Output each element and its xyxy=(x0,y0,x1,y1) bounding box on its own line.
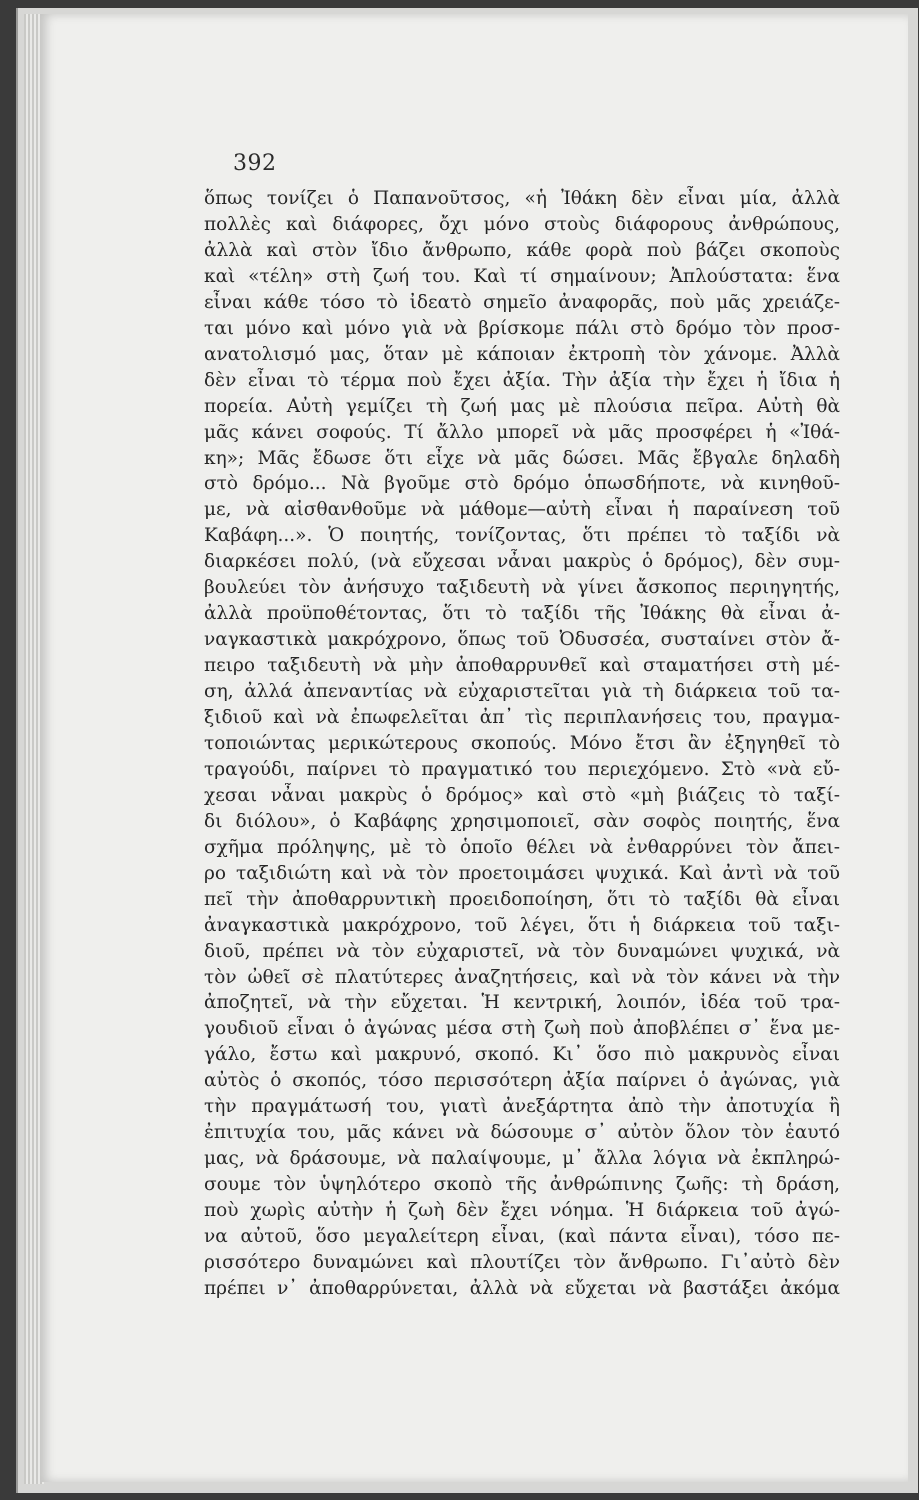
text-line: ἀλλὰ καὶ στὸν ἴδιο ἄνθρωπο, κάθε φορὰ ποὺ βάζει σκοποὺς xyxy=(204,239,840,261)
text-line: ἐπιτυχία του, μᾶς κάνει νὰ δώσουμε σ᾽ αὐτὸν ὅλον τὸν ἑαυτό xyxy=(204,1122,840,1144)
text-line: ση, ἀλλά ἀπεναντίας νὰ εὐχαριστεῖται γιὰ τὴ διάρκεια τοῦ τα- xyxy=(204,681,840,703)
text-line: τοποιώντας μερικώτερους σκοπούς. Μόνο ἔτσι ἂν ἐξηγηθεῖ τὸ xyxy=(204,732,840,754)
text-line: γάλο, ἔστω καὶ μακρυνό, σκοπό. Κι᾽ ὅσο πιὸ μακρυνὸς εἶναι xyxy=(204,1044,840,1066)
text-line: ται μόνο καὶ μόνο γιὰ νὰ βρίσκομε πάλι στὸ δρόμο τὸν προσ- xyxy=(204,317,840,339)
text-line: Καβάφη...». Ὁ ποιητής, τονίζοντας, ὅτι πρέπει τὸ ταξίδι νὰ xyxy=(204,525,840,547)
text-line: διοῦ, πρέπει νὰ τὸν εὐχαριστεῖ, νὰ τὸν δυναμώνει ψυχικά, νὰ xyxy=(204,940,840,962)
text-line: ἀλλὰ προϋποθέτοντας, ὅτι τὸ ταξίδι τῆς Ἰθάκης θὰ εἶναι ἀ- xyxy=(204,603,840,625)
text-line: δὲν εἶναι τὸ τέρμα ποὺ ἔχει ἀξία. Τὴν ἀξία τὴν ἔχει ἡ ἴδια ἡ xyxy=(204,369,840,391)
text-line: μᾶς κάνει σοφούς. Τί ἄλλο μπορεῖ νὰ μᾶς προσφέρει ἡ «Ἰθά- xyxy=(204,421,840,443)
text-line: χεσαι νἆναι μακρὺς ὁ δρόμος» καὶ στὸ «μὴ βιάζεις τὸ ταξί- xyxy=(204,784,840,806)
text-line: δι διόλου», ὁ Καβάφης χρησιμοποιεῖ, σὰν σοφὸς ποιητής, ἕνα xyxy=(204,810,840,832)
text-line: να αὐτοῦ, ὅσο μεγαλείτερη εἶναι, (καὶ πάντα εἶναι), τόσο πε- xyxy=(204,1226,840,1247)
text-line: γουδιοῦ εἶναι ὁ ἀγώνας μέσα στὴ ζωὴ ποὺ ἀποβλέπει σ᾽ ἕνα με- xyxy=(204,1018,840,1040)
text-line: ἀναγκαστικὰ μακρόχρονο, τοῦ λέγει, ὅτι ἡ διάρκεια τοῦ ταξι- xyxy=(204,914,840,936)
text-line: πορεία. Αὐτὴ γεμίζει τὴ ζωή μας μὲ πλούσια πεῖρα. Αὐτὴ θὰ xyxy=(204,395,840,417)
text-line: στὸ δρόμο... Νὰ βγοῦμε στὸ δρόμο ὁπωσδήποτε, νὰ κινηθοῦ- xyxy=(204,473,840,495)
text-line: διαρκέσει πολύ, (νὰ εὔχεσαι νἆναι μακρὺς ὁ δρόμος), δὲν συμ- xyxy=(204,551,840,573)
text-line: τὸν ὠθεῖ σὲ πλατύτερες ἀναζητήσεις, καὶ νὰ τὸν κάνει νὰ τὴν xyxy=(204,966,840,988)
text-line: πολλὲς καὶ διάφορες, ὄχι μόνο στοὺς διάφορους ἀνθρώπους, xyxy=(204,213,840,235)
text-line: τὴν πραγμάτωσή του, γιατὶ ἀνεξάρτητα ἀπὸ τὴν ἀποτυχία ἢ xyxy=(204,1096,840,1118)
text-line: πρέπει ν᾽ ἀποθαρρύνεται, ἀλλὰ νὰ εὔχεται νὰ βαστάξει ἀκόμα xyxy=(204,1277,840,1299)
page-number: 392 xyxy=(233,151,277,176)
text-line: βουλεύει τὸν ἀνήσυχο ταξιδευτὴ νὰ γίνει ἄσκοπος περιηγητής, xyxy=(204,577,840,599)
text-line: ὅπως τονίζει ὁ Παπανοῦτσος, «ἡ Ἰθάκη δὲν εἶναι μία, ἀλλὰ xyxy=(204,188,840,209)
text-line: ἀποζητεῖ, νὰ τὴν εὔχεται. Ἡ κεντρική, λοιπόν, ἰδέα τοῦ τρα- xyxy=(204,992,840,1014)
text-line: εἶναι κάθε τόσο τὸ ἰδεατὸ σημεῖο ἀναφορᾶς, ποὺ μᾶς χρειάζε- xyxy=(204,291,840,313)
text-line: ποὺ χωρὶς αὐτὴν ἡ ζωὴ δὲν ἔχει νόημα. Ἡ διάρκεια τοῦ ἀγώ- xyxy=(204,1200,840,1222)
text-line: ρο ταξιδιώτη καὶ νὰ τὸν προετοιμάσει ψυχικά. Καὶ ἀντὶ νὰ τοῦ xyxy=(204,862,840,884)
text-line: ανατολισμό μας, ὅταν μὲ κάποιαν ἐκτροπὴ τὸν χάνομε. Ἀλλὰ xyxy=(204,343,840,365)
text-line: ξιδιοῦ καὶ νὰ ἐπωφελεῖται ἀπ᾽ τὶς περιπλανήσεις του, πραγμα- xyxy=(204,707,840,728)
text-line: σουμε τὸν ὑψηλότερο σκοπὸ τῆς ἀνθρώπινης ζωῆς: τὴ δράση, xyxy=(204,1174,840,1196)
text-line: πειρο ταξιδευτὴ νὰ μὴν ἀποθαρρυνθεῖ καὶ σταματήσει στὴ μέ- xyxy=(204,655,840,677)
text-line: πεῖ τὴν ἀποθαρρυντικὴ προειδοποίηση, ὅτι τὸ ταξίδι θὰ εἶναι xyxy=(204,888,840,910)
text-line: μας, νὰ δράσουμε, νὰ παλαίψουμε, μ᾽ ἄλλα λόγια νὰ ἐκπληρώ- xyxy=(204,1148,840,1170)
text-line: με, νὰ αἰσθανθοῦμε νὰ μάθομε—αὐτὴ εἶναι ἡ παραίνεση τοῦ xyxy=(204,499,840,521)
text-line: κη»; Μᾶς ἔδωσε ὅτι εἶχε νὰ μᾶς δώσει. Μᾶς ἔβγαλε δηλαδὴ xyxy=(204,447,840,469)
text-line: αὐτὸς ὁ σκοπός, τόσο περισσότερη ἀξία παίρνει ὁ ἀγώνας, γιὰ xyxy=(204,1070,840,1092)
text-line: σχῆμα πρόληψης, μὲ τὸ ὁποῖο θέλει νὰ ἐνθαρρύνει τὸν ἄπει- xyxy=(204,836,840,858)
text-line: καὶ «τέλη» στὴ ζωή του. Καὶ τί σημαίνουν; Ἀπλούστατα: ἕνα xyxy=(204,265,840,287)
text-line: τραγούδι, παίρνει τὸ πραγματικό του περιεχόμενο. Στὸ «νὰ εὔ- xyxy=(204,758,840,780)
text-line: ναγκαστικὰ μακρόχρονο, ὅπως τοῦ Ὀδυσσέα, συσταίνει στὸν ἄ- xyxy=(204,629,840,651)
text-line: ρισσότερο δυναμώνει καὶ πλουτίζει τὸν ἄνθρωπο. Γι᾽αὐτὸ δὲν xyxy=(204,1251,840,1273)
